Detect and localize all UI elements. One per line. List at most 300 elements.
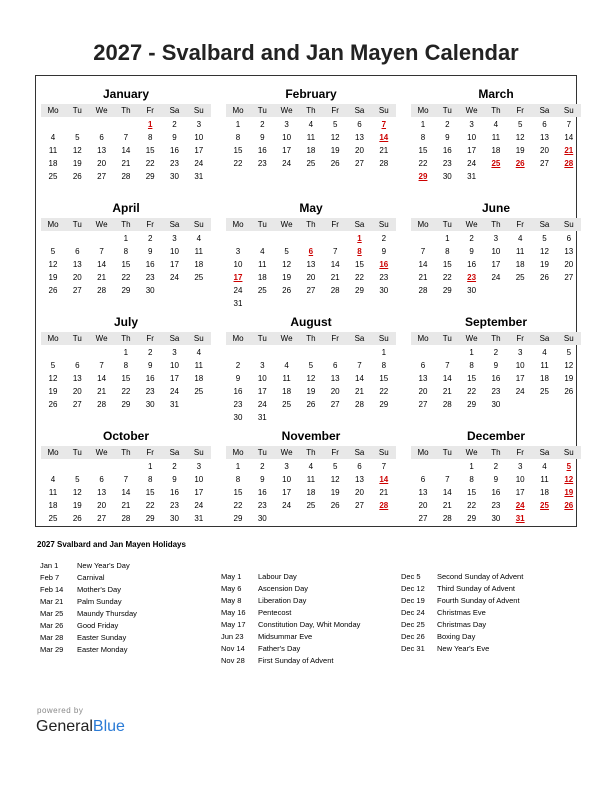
- day-cell: 24: [282, 501, 292, 510]
- calendar-grid: [35, 75, 577, 527]
- day-cell: 25: [48, 172, 58, 181]
- holiday-row: [40, 572, 105, 584]
- day-cell: 10: [515, 475, 525, 484]
- month-december: [411, 422, 581, 532]
- day-cell: 9: [260, 475, 265, 484]
- day-cell: 2: [260, 462, 265, 471]
- day-cell: 24: [194, 159, 204, 168]
- holiday-day: 6: [308, 247, 314, 256]
- day-cell: 18: [48, 159, 58, 168]
- day-cell: 21: [379, 146, 389, 155]
- day-cell: 6: [566, 234, 572, 243]
- weekday-label: Tu: [257, 334, 267, 343]
- weekday-label: Tu: [72, 106, 82, 115]
- holiday-column: [401, 571, 524, 655]
- day-cell: 29: [379, 400, 389, 409]
- day-cell: 6: [99, 475, 104, 484]
- month-may: [226, 194, 396, 308]
- day-cell: 13: [330, 374, 340, 383]
- day-cell: 28: [442, 514, 452, 523]
- holiday-row: [401, 595, 520, 607]
- day-cell: 5: [332, 120, 338, 129]
- day-cell: 8: [123, 361, 129, 370]
- holiday-date: Mar 29: [40, 645, 64, 654]
- holiday-day: 7: [381, 120, 387, 129]
- weekday-label: Th: [306, 334, 316, 343]
- weekday-label: Th: [306, 106, 316, 115]
- day-cell: 19: [540, 260, 549, 269]
- day-cell: 3: [260, 361, 265, 370]
- weekday-label: Sa: [354, 448, 365, 457]
- holiday-row: [221, 655, 334, 667]
- day-cell: 5: [75, 133, 80, 142]
- day-cell: 8: [469, 361, 474, 370]
- day-cell: 5: [332, 462, 338, 471]
- weekday-label: We: [465, 334, 478, 343]
- day-cell: 24: [170, 273, 179, 282]
- day-cell: 4: [308, 462, 314, 471]
- day-cell: 10: [282, 475, 292, 484]
- day-cell: 26: [306, 400, 316, 409]
- holiday-date: Jun 23: [221, 632, 244, 641]
- day-cell: 22: [145, 501, 155, 510]
- day-cell: 16: [257, 146, 267, 155]
- day-cell: 2: [260, 120, 265, 129]
- day-cell: 29: [121, 400, 131, 409]
- holiday-date: Feb 14: [40, 585, 64, 594]
- day-cell: 19: [72, 159, 82, 168]
- day-cell: 24: [257, 400, 267, 409]
- day-cell: 3: [469, 120, 474, 129]
- day-cell: 31: [194, 172, 204, 181]
- weekday-label: Sa: [169, 220, 180, 229]
- weekday-label: Mo: [232, 448, 244, 457]
- day-cell: 15: [233, 488, 243, 497]
- holiday-row: [401, 571, 524, 583]
- weekday-label: Su: [193, 448, 204, 457]
- day-cell: 20: [330, 387, 340, 396]
- day-cell: 18: [515, 260, 525, 269]
- generalblue-logo[interactable]: [36, 718, 125, 736]
- day-cell: 30: [442, 172, 452, 181]
- day-cell: 6: [75, 247, 80, 256]
- month-name: December: [466, 429, 526, 443]
- holiday-date: May 6: [221, 584, 242, 593]
- weekday-label: We: [465, 448, 478, 457]
- day-cell: 23: [442, 159, 452, 168]
- day-cell: 2: [235, 361, 241, 370]
- day-cell: 10: [233, 260, 243, 269]
- day-cell: 17: [282, 488, 292, 497]
- day-cell: 31: [467, 172, 477, 181]
- day-cell: 10: [257, 374, 267, 383]
- weekday-label: Su: [378, 334, 389, 343]
- day-cell: 6: [357, 462, 362, 471]
- day-cell: 11: [306, 475, 316, 484]
- holiday-name: Mother's Day: [77, 585, 121, 594]
- day-cell: 22: [467, 387, 477, 396]
- weekday-header: [411, 104, 581, 117]
- day-cell: 26: [330, 501, 340, 510]
- month-name: April: [112, 201, 140, 215]
- day-cell: 21: [355, 387, 364, 396]
- month-name: February: [285, 87, 337, 101]
- day-cell: 1: [381, 348, 387, 357]
- weekday-label: We: [280, 334, 293, 343]
- day-cell: 31: [257, 413, 267, 422]
- day-cell: 13: [306, 260, 316, 269]
- day-cell: 11: [282, 374, 291, 383]
- day-cell: 19: [330, 146, 340, 155]
- weekday-header: [226, 446, 396, 459]
- day-cell: 5: [517, 120, 523, 129]
- weekday-label: Fr: [516, 334, 524, 343]
- day-cell: 16: [491, 374, 501, 383]
- day-cell: 15: [355, 260, 364, 269]
- day-cell: 5: [50, 247, 56, 256]
- day-cell: 15: [145, 488, 155, 497]
- day-cell: 26: [540, 273, 549, 282]
- day-cell: 8: [445, 247, 450, 256]
- holiday-row: [401, 619, 487, 631]
- month-march: [411, 80, 581, 190]
- day-cell: 11: [516, 247, 525, 256]
- day-cell: 14: [564, 133, 574, 142]
- holiday-date: Mar 21: [40, 597, 64, 606]
- holiday-date: Dec 12: [401, 584, 425, 593]
- day-cell: 14: [97, 260, 107, 269]
- day-cell: 1: [147, 462, 153, 471]
- weekday-label: Fr: [331, 220, 339, 229]
- day-cell: 28: [330, 286, 340, 295]
- holiday-column: [221, 571, 361, 667]
- day-cell: 19: [306, 387, 316, 396]
- day-cell: 22: [355, 273, 364, 282]
- weekday-label: Fr: [331, 334, 339, 343]
- day-cell: 18: [194, 260, 204, 269]
- holiday-name: Palm Sunday: [77, 597, 122, 606]
- day-cell: 6: [75, 361, 80, 370]
- day-cell: 14: [418, 260, 428, 269]
- day-cell: 24: [282, 159, 292, 168]
- day-cell: 10: [282, 133, 292, 142]
- day-cell: 5: [308, 361, 314, 370]
- holiday-name: Good Friday: [77, 621, 119, 630]
- day-cell: 18: [491, 146, 501, 155]
- day-cell: 28: [97, 400, 107, 409]
- day-cell: 3: [517, 348, 523, 357]
- day-cell: 20: [418, 387, 428, 396]
- day-cell: 17: [515, 374, 525, 383]
- day-cell: 14: [121, 488, 131, 497]
- day-cell: 24: [170, 387, 179, 396]
- day-cell: 28: [355, 400, 364, 409]
- day-cell: 3: [196, 462, 202, 471]
- day-cell: 27: [97, 172, 107, 181]
- weekday-label: Th: [121, 106, 131, 115]
- day-cell: 9: [260, 133, 265, 142]
- day-cell: 8: [147, 133, 153, 142]
- day-cell: 14: [121, 146, 131, 155]
- day-cell: 20: [97, 501, 107, 510]
- day-cell: 7: [445, 475, 450, 484]
- day-cell: 22: [442, 273, 452, 282]
- day-cell: 12: [540, 247, 549, 256]
- day-cell: 20: [97, 159, 107, 168]
- day-cell: 22: [379, 387, 389, 396]
- day-cell: 23: [233, 400, 243, 409]
- month-name: June: [481, 201, 510, 215]
- weekday-label: Tu: [442, 106, 452, 115]
- weekday-label: Tu: [442, 448, 452, 457]
- weekday-label: Mo: [232, 220, 244, 229]
- day-cell: 4: [542, 348, 547, 357]
- day-cell: 27: [418, 400, 428, 409]
- day-cell: 1: [445, 234, 450, 243]
- holiday-row: [401, 631, 476, 643]
- day-cell: 19: [515, 146, 525, 155]
- weekday-label: Th: [491, 334, 501, 343]
- day-cell: 17: [467, 146, 477, 155]
- day-cell: 28: [379, 159, 389, 168]
- day-cell: 3: [284, 462, 289, 471]
- weekday-header: [41, 218, 211, 231]
- day-cell: 7: [381, 462, 387, 471]
- month-name: October: [102, 429, 149, 443]
- day-cell: 23: [145, 387, 155, 396]
- weekday-header: [226, 218, 396, 231]
- weekday-label: Th: [121, 220, 131, 229]
- day-cell: 26: [48, 286, 58, 295]
- day-cell: 9: [381, 247, 387, 256]
- holiday-date: May 16: [221, 608, 246, 617]
- day-cell: 18: [306, 146, 316, 155]
- month-october: [41, 422, 211, 532]
- holiday-row: [40, 596, 122, 608]
- holiday-row: [40, 632, 127, 644]
- holiday-date: Dec 19: [401, 596, 425, 605]
- day-cell: 26: [48, 400, 58, 409]
- day-cell: 7: [123, 133, 129, 142]
- day-cell: 10: [467, 133, 477, 142]
- day-cell: 22: [233, 501, 243, 510]
- day-cell: 19: [330, 488, 340, 497]
- day-cell: 18: [194, 374, 204, 383]
- holiday-date: Dec 31: [401, 644, 425, 653]
- day-cell: 21: [97, 273, 107, 282]
- day-cell: 7: [445, 361, 450, 370]
- weekday-label: We: [465, 220, 478, 229]
- day-cell: 16: [170, 146, 179, 155]
- holiday-name: Constitution Day, Whit Monday: [258, 620, 361, 629]
- weekday-label: Mo: [417, 106, 429, 115]
- day-cell: 15: [467, 488, 477, 497]
- holiday-name: Third Sunday of Advent: [437, 584, 515, 593]
- day-cell: 28: [97, 286, 107, 295]
- day-cell: 2: [147, 234, 153, 243]
- weekday-label: Th: [306, 220, 316, 229]
- weekday-label: Fr: [331, 106, 339, 115]
- holiday-date: Dec 25: [401, 620, 425, 629]
- holiday-name: Father's Day: [258, 644, 301, 653]
- day-cell: 18: [306, 488, 316, 497]
- day-cell: 30: [170, 514, 179, 523]
- day-cell: 29: [467, 514, 477, 523]
- day-cell: 11: [306, 133, 316, 142]
- day-cell: 15: [418, 146, 428, 155]
- page-title: 2027 - Svalbard and Jan Mayen Calendar: [93, 40, 519, 65]
- day-cell: 22: [121, 387, 131, 396]
- day-cell: 7: [123, 475, 129, 484]
- day-cell: 15: [145, 146, 155, 155]
- month-august: [226, 308, 396, 422]
- day-cell: 22: [418, 159, 428, 168]
- month-september: [411, 308, 581, 418]
- holiday-row: [221, 595, 307, 607]
- holiday-day: 16: [379, 260, 389, 269]
- day-cell: 27: [355, 159, 364, 168]
- day-cell: 10: [194, 133, 204, 142]
- day-cell: 23: [379, 273, 389, 282]
- weekday-label: Sa: [169, 448, 180, 457]
- day-cell: 12: [72, 488, 82, 497]
- day-cell: 12: [282, 260, 292, 269]
- weekday-label: Tu: [257, 220, 267, 229]
- day-cell: 17: [170, 260, 179, 269]
- day-cell: 9: [172, 133, 177, 142]
- weekday-header: [41, 332, 211, 345]
- day-cell: 20: [72, 273, 82, 282]
- weekday-header: [226, 104, 396, 117]
- day-cell: 8: [235, 475, 241, 484]
- day-cell: 15: [121, 374, 131, 383]
- holiday-name: Midsummar Eve: [258, 632, 313, 641]
- day-cell: 13: [97, 146, 107, 155]
- holiday-day: 14: [379, 475, 389, 484]
- day-cell: 27: [97, 514, 107, 523]
- holiday-row: [401, 643, 490, 655]
- holiday-row: [40, 620, 119, 632]
- holiday-date: Mar 25: [40, 609, 64, 618]
- holiday-day: 8: [357, 247, 362, 256]
- day-cell: 3: [493, 234, 499, 243]
- weekday-label: We: [280, 448, 293, 457]
- weekday-label: Sa: [539, 106, 550, 115]
- month-name: November: [281, 429, 341, 443]
- day-cell: 27: [306, 286, 316, 295]
- day-cell: 14: [442, 374, 452, 383]
- day-cell: 19: [48, 387, 58, 396]
- day-cell: 25: [540, 387, 549, 396]
- day-cell: 5: [50, 361, 56, 370]
- holiday-day: 25: [540, 501, 549, 510]
- day-cell: 25: [515, 273, 525, 282]
- day-cell: 27: [418, 514, 428, 523]
- day-cell: 21: [442, 501, 452, 510]
- day-cell: 6: [420, 361, 426, 370]
- holiday-name: Maundy Thursday: [77, 609, 137, 618]
- day-cell: 8: [381, 361, 387, 370]
- day-cell: 7: [420, 247, 426, 256]
- day-cell: 3: [517, 462, 523, 471]
- day-cell: 9: [147, 247, 153, 256]
- day-cell: 22: [233, 159, 243, 168]
- day-cell: 30: [233, 413, 243, 422]
- day-cell: 28: [418, 286, 428, 295]
- day-cell: 2: [493, 348, 499, 357]
- weekday-label: We: [465, 106, 478, 115]
- day-cell: 25: [194, 387, 204, 396]
- day-cell: 10: [491, 247, 501, 256]
- day-cell: 24: [467, 159, 477, 168]
- weekday-label: Su: [378, 448, 389, 457]
- day-cell: 22: [467, 501, 477, 510]
- holiday-day: 25: [491, 159, 501, 168]
- day-cell: 27: [355, 501, 364, 510]
- holiday-date: Nov 28: [221, 656, 245, 665]
- holiday-day: 31: [515, 514, 525, 523]
- weekday-label: We: [95, 106, 108, 115]
- weekday-label: Th: [491, 106, 501, 115]
- day-cell: 25: [48, 514, 58, 523]
- weekday-label: Fr: [146, 334, 154, 343]
- day-cell: 30: [145, 400, 155, 409]
- weekday-label: Sa: [169, 106, 180, 115]
- holiday-date: May 17: [221, 620, 246, 629]
- day-cell: 25: [282, 400, 292, 409]
- day-cell: 26: [330, 159, 340, 168]
- holiday-row: [221, 583, 309, 595]
- day-cell: 26: [564, 387, 574, 396]
- day-cell: 27: [72, 400, 82, 409]
- day-cell: 12: [330, 475, 340, 484]
- day-cell: 9: [147, 361, 153, 370]
- holiday-name: New Year's Day: [77, 561, 130, 570]
- weekday-label: Fr: [146, 106, 154, 115]
- day-cell: 1: [123, 348, 129, 357]
- month-name: July: [113, 315, 138, 329]
- day-cell: 3: [284, 120, 289, 129]
- holiday-day: 14: [379, 133, 389, 142]
- day-cell: 27: [564, 273, 574, 282]
- day-cell: 3: [172, 348, 177, 357]
- day-cell: 18: [48, 501, 58, 510]
- day-cell: 2: [469, 234, 474, 243]
- day-cell: 19: [564, 374, 574, 383]
- day-cell: 29: [145, 172, 155, 181]
- day-cell: 15: [442, 260, 452, 269]
- holiday-day: 28: [564, 159, 574, 168]
- day-cell: 16: [467, 260, 477, 269]
- day-cell: 27: [540, 159, 549, 168]
- month-name: May: [299, 201, 323, 215]
- holiday-row: [221, 631, 313, 643]
- day-cell: 16: [170, 488, 179, 497]
- weekday-label: Th: [491, 448, 501, 457]
- weekday-label: Th: [491, 220, 501, 229]
- day-cell: 14: [442, 488, 452, 497]
- weekday-label: Tu: [257, 106, 267, 115]
- day-cell: 20: [540, 146, 549, 155]
- day-cell: 14: [97, 374, 107, 383]
- holiday-date: Dec 5: [401, 572, 421, 581]
- day-cell: 14: [355, 374, 364, 383]
- holiday-column: [40, 560, 137, 656]
- weekday-label: We: [280, 220, 293, 229]
- day-cell: 11: [48, 146, 58, 155]
- weekday-label: Fr: [516, 106, 524, 115]
- weekday-label: Mo: [232, 334, 244, 343]
